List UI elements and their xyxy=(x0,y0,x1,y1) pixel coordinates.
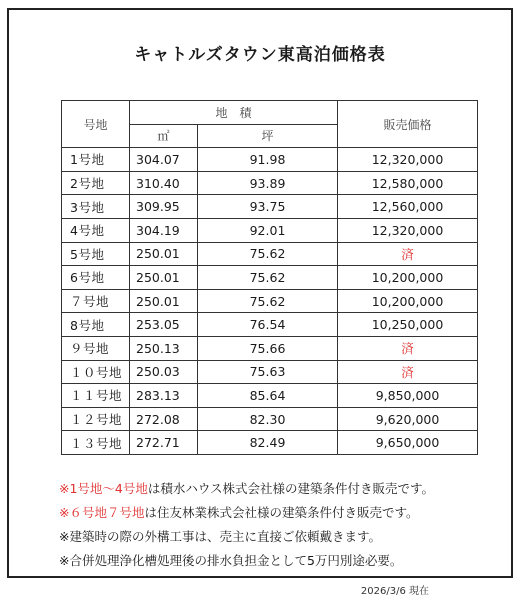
table-row xyxy=(62,431,478,455)
table-row xyxy=(62,171,478,195)
lot-cell: 5号地 xyxy=(62,242,130,266)
tsubo-cell: 76.54 xyxy=(198,313,338,337)
sqm-cell: 250.01 xyxy=(130,289,198,313)
sqm-cell: 283.13 xyxy=(130,384,198,408)
sqm-cell: 250.01 xyxy=(130,242,198,266)
table-row xyxy=(62,266,478,290)
sqm-cell: 250.13 xyxy=(130,336,198,360)
price-cell: 12,320,000 xyxy=(338,218,478,242)
tsubo-cell: 75.62 xyxy=(198,289,338,313)
tsubo-cell: 93.89 xyxy=(198,171,338,195)
tsubo-cell: 93.75 xyxy=(198,195,338,219)
lot-cell: 3号地 xyxy=(62,195,130,219)
sqm-cell: 272.71 xyxy=(130,431,198,455)
lot-cell: 1号地 xyxy=(62,148,130,172)
lot-cell: １３号地 xyxy=(62,431,130,455)
tsubo-cell: 82.49 xyxy=(198,431,338,455)
page-title: キャトルズタウン東高泊価格表 xyxy=(134,45,386,65)
notes xyxy=(59,477,434,573)
lot-cell: 4号地 xyxy=(62,218,130,242)
sqm-cell: 309.95 xyxy=(130,195,198,219)
tsubo-cell: 75.62 xyxy=(198,266,338,290)
table-row xyxy=(62,289,478,313)
table-row xyxy=(62,360,478,384)
sqm-cell: 250.01 xyxy=(130,266,198,290)
table-row xyxy=(62,242,478,266)
sqm-cell: 253.05 xyxy=(130,313,198,337)
price-cell: 済 xyxy=(338,242,478,266)
table-row xyxy=(62,218,478,242)
sqm-cell: 304.07 xyxy=(130,148,198,172)
as-of-date: 2026/3/6 現在 xyxy=(360,586,429,597)
price-table xyxy=(61,100,478,455)
table-row xyxy=(62,407,478,431)
price-cell: 9,850,000 xyxy=(338,384,478,408)
table-header-row-1 xyxy=(62,101,478,125)
price-cell: 10,200,000 xyxy=(338,289,478,313)
table-row xyxy=(62,384,478,408)
header-tsubo: 坪 xyxy=(198,124,338,148)
sqm-cell: 250.03 xyxy=(130,360,198,384)
price-cell: 済 xyxy=(338,360,478,384)
note-red-lots: ６号地７号地 xyxy=(69,505,145,520)
note-mark: ※ xyxy=(59,481,70,496)
lot-cell: １１号地 xyxy=(62,384,130,408)
tsubo-cell: 85.64 xyxy=(198,384,338,408)
lot-cell: 2号地 xyxy=(62,171,130,195)
lot-cell: １０号地 xyxy=(62,360,130,384)
note-mark: ※ xyxy=(59,505,70,520)
sqm-cell: 272.08 xyxy=(130,407,198,431)
tsubo-cell: 91.98 xyxy=(198,148,338,172)
table-row xyxy=(62,336,478,360)
table-row xyxy=(62,313,478,337)
note-sumitomo xyxy=(59,501,434,525)
price-cell: 済 xyxy=(338,336,478,360)
lot-cell: 6号地 xyxy=(62,266,130,290)
header-sqm: ㎡ xyxy=(130,124,198,148)
price-cell: 12,560,000 xyxy=(338,195,478,219)
table-row xyxy=(62,195,478,219)
tsubo-cell: 75.66 xyxy=(198,336,338,360)
price-cell: 10,250,000 xyxy=(338,313,478,337)
tsubo-cell: 92.01 xyxy=(198,218,338,242)
note-red-lots: 1号地～4号地 xyxy=(69,481,148,496)
lot-cell: １２号地 xyxy=(62,407,130,431)
header-price: 販売価格 xyxy=(338,101,478,148)
lot-cell: ９号地 xyxy=(62,336,130,360)
price-cell: 9,650,000 xyxy=(338,431,478,455)
header-area: 地 積 xyxy=(130,101,338,125)
lot-cell: 8号地 xyxy=(62,313,130,337)
price-cell: 12,580,000 xyxy=(338,171,478,195)
note-exterior: ※建築時の際の外構工事は、売主に直接ご依頼戴きます。 xyxy=(59,529,381,544)
note-text: は積水ハウス株式会社様の建築条件付き販売です。 xyxy=(147,481,435,496)
tsubo-cell: 82.30 xyxy=(198,407,338,431)
note-sekisui xyxy=(59,477,434,501)
sqm-cell: 310.40 xyxy=(130,171,198,195)
tsubo-cell: 75.63 xyxy=(198,360,338,384)
price-cell: 9,620,000 xyxy=(338,407,478,431)
table-row xyxy=(62,148,478,172)
price-cell: 10,200,000 xyxy=(338,266,478,290)
price-sheet-frame xyxy=(7,8,513,578)
header-lot: 号地 xyxy=(62,101,130,148)
tsubo-cell: 75.62 xyxy=(198,242,338,266)
note-text: は住友林業株式会社様の建築条件付き販売です。 xyxy=(144,505,419,520)
lot-cell: ７号地 xyxy=(62,289,130,313)
sqm-cell: 304.19 xyxy=(130,218,198,242)
note-drainage: ※合併処理浄化槽処理後の排水負担金として5万円別途必要。 xyxy=(59,553,403,568)
price-cell: 12,320,000 xyxy=(338,148,478,172)
